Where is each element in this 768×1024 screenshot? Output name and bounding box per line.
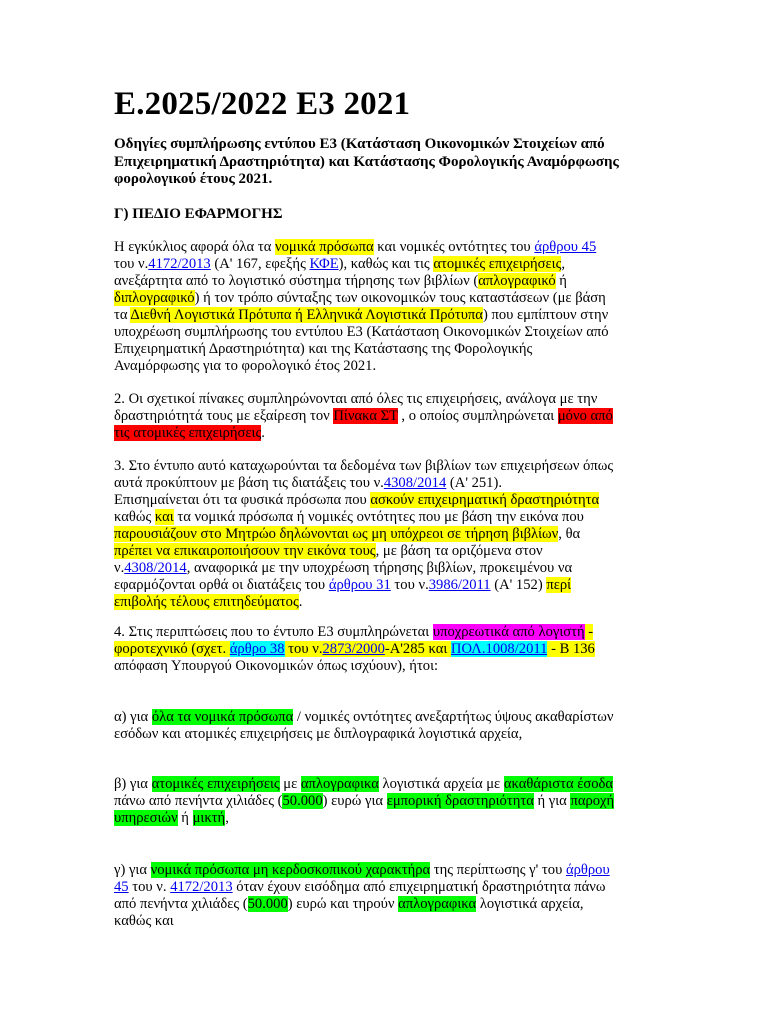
link-pol-1008-2011[interactable]: ΠΟΛ.1008/2011 — [450, 641, 548, 657]
text: ), καθώς και τις — [338, 256, 434, 272]
text: , — [225, 810, 229, 826]
text: Επιχειρηματική Δραστηριότητα) και της Κατάστασης της Φορολογικής — [114, 341, 533, 357]
link-law-4172-2013[interactable]: 4172/2013 — [170, 879, 233, 895]
paragraph-4 — [114, 624, 674, 675]
text: απόφαση Υπουργού Οικονομικών όπως ισχύουν), ήτοι: — [114, 658, 439, 674]
highlight: περί — [546, 577, 572, 593]
highlight: μόνο από — [557, 408, 613, 424]
highlight: ατομικές επιχειρήσεις — [151, 776, 280, 792]
text: , με βάση τα οριζόμενα στον — [375, 543, 543, 559]
text: Επισημαίνεται ότι τα φυσικά πρόσωπα που — [114, 492, 371, 508]
text: ν. — [114, 560, 125, 576]
paragraph-3 — [114, 458, 674, 611]
highlight: ή — [291, 307, 307, 323]
link-article-38[interactable]: άρθρο 38 — [229, 641, 285, 657]
text: εφαρμόζονται ορθά οι διατάξεις του — [114, 577, 329, 593]
highlight: ασκούν επιχειρηματική δραστηριότητα — [370, 492, 600, 508]
highlight: παρουσιάζουν στο Μητρώο δηλώνονται ως μη υπόχρεοι σε τήρηση βιβλίων — [114, 526, 559, 542]
text: β) για — [114, 776, 152, 792]
text: ) ή τον τρόπο σύνταξης των οικονομικών τους καταστάσεων (με βάση — [194, 290, 606, 306]
text: ανεξάρτητα από το λογιστικό σύστημα τήρησης των βιβλίων ( — [114, 273, 479, 289]
text: δραστηριότητά τους με εξαίρεση τον — [114, 408, 334, 424]
text: λογιστικά αρχεία, — [476, 896, 584, 912]
text: α) για — [114, 709, 152, 725]
highlight: υποχρεωτικά από λογιστή — [432, 624, 585, 640]
link-law-4308-2014[interactable]: 4308/2014 — [383, 475, 447, 491]
link-law-4308-2014[interactable]: 4308/2014 — [124, 560, 187, 576]
text: από πενήντα χιλιάδες ( — [114, 896, 248, 912]
highlight: 50.000 — [282, 793, 323, 809]
text: ) ευρώ και τηρούν — [287, 896, 399, 912]
highlight: διπλογραφικό — [114, 290, 195, 306]
highlight: παροχή — [570, 793, 615, 809]
highlight: εμπορική δραστηριότητα — [386, 793, 534, 809]
link-law-3986-2011[interactable]: 3986/2011 — [428, 577, 491, 593]
page-title: Ε.2025/2022 Ε3 2021 — [114, 86, 411, 122]
text: ή — [555, 273, 567, 289]
text: λογιστικά αρχεία με — [378, 776, 504, 792]
text: ή — [177, 810, 193, 826]
text: 2. Οι σχετικοί πίνακες συμπληρώνονται από όλες τις επιχειρήσεις, ανάλογα με την — [114, 391, 598, 407]
text: πάνω από πενήντα χιλιάδες ( — [114, 793, 283, 809]
text: με — [279, 776, 301, 792]
text: εσόδων και ατομικές επιχειρήσεις με διπλογραφικά λογιστικά αρχεία, — [114, 726, 523, 742]
text: , ο οποίος συμπληρώνεται — [397, 408, 558, 424]
item-b — [114, 776, 674, 827]
link-article-45[interactable]: άρθρου 45 — [534, 239, 597, 255]
highlight: - — [584, 624, 594, 640]
text: του ν. — [390, 577, 429, 593]
text: . — [298, 594, 303, 610]
link-article-31[interactable]: άρθρου 31 — [328, 577, 391, 593]
highlight: φοροτεχνικό — [114, 641, 188, 657]
paragraph-scope — [114, 239, 674, 375]
highlight: ατομικές επιχειρήσεις — [433, 256, 562, 272]
text: (Α' 152) — [490, 577, 547, 593]
text: (Α' 251). — [446, 475, 502, 491]
text: καθώς — [114, 509, 152, 525]
highlight: μικτή — [192, 810, 226, 826]
highlight: Ελληνικά Λογιστικά Πρότυπα — [306, 307, 483, 323]
text: γ) για — [114, 862, 151, 878]
highlight: απλογραφικα — [398, 896, 477, 912]
highlight: του ν. — [284, 641, 323, 657]
text: 3. Στο έντυπο αυτό καταχωρούνται τα δεδομένα των βιβλίων των επιχειρήσεων όπως — [114, 458, 614, 474]
highlight: απλογραφικα — [300, 776, 379, 792]
text: , — [561, 256, 566, 272]
text: . — [261, 425, 265, 441]
text: , θα — [558, 526, 581, 542]
text: και νομικές οντότητες του — [373, 239, 535, 255]
text: Αναμόρφωσης για το φορολογικό έτος 2021. — [114, 358, 377, 374]
link-article-45[interactable]: άρθρου — [565, 862, 610, 878]
highlight: (σχετ. — [187, 641, 230, 657]
highlight: 50.000 — [247, 896, 288, 912]
text: (Α' 167, εφεξής — [210, 256, 310, 272]
highlight: ακαθάριστα έσοδα — [503, 776, 614, 792]
text: / νομικές οντότητες ανεξαρτήτως ύψους ακαθαρίστων — [293, 709, 614, 725]
link-law-4172-2013[interactable]: 4172/2013 — [148, 256, 211, 272]
text: της περίπτωσης γ' του — [430, 862, 566, 878]
text: ) που εμπίπτουν στην — [482, 307, 609, 323]
text: 4. Στις περιπτώσεις που το έντυπο Ε3 συμπληρώνεται — [114, 624, 433, 640]
highlight: πρέπει να επικαιροποιήσουν την εικόνα τους — [114, 543, 376, 559]
highlight: απλογραφικό — [478, 273, 556, 289]
text: ) ευρώ για — [322, 793, 387, 809]
text: αυτά προκύπτουν με βάση τις διατάξεις του ν. — [114, 475, 384, 491]
text: του ν. — [128, 879, 171, 895]
item-a — [114, 709, 674, 743]
highlight: Διεθνή Λογιστικά Πρότυπα — [130, 307, 292, 323]
highlight: Πίνακα ΣΤ — [333, 408, 398, 424]
text: υποχρέωση συμπλήρωσης του εντύπου Ε3 (Κατάσταση Οικονομικών Στοιχείων από — [114, 324, 609, 340]
text: Η εγκύκλιος αφορά όλα τα — [114, 239, 276, 255]
highlight: υπηρεσιών — [114, 810, 178, 826]
link-kfe[interactable]: ΚΦΕ — [309, 256, 339, 272]
item-c — [114, 862, 674, 930]
highlight: και — [154, 509, 174, 525]
text: καθώς και — [114, 913, 174, 929]
highlight: όλα τα νομικά πρόσωπα — [151, 709, 294, 725]
section-heading: Γ) ΠΕΔΙΟ ΕΦΑΡΜΟΓΗΣ — [114, 206, 283, 222]
text: τα — [114, 307, 131, 323]
document-subtitle: Οδηγίες συμπλήρωσης εντύπου Ε3 (Κατάσταση Οικονομικών Στοιχείων από Επιχειρηματική Δραστηριότητα) και Κατάστασης Φορολογικής Αναμόρφωσης φορολογικού έτους 2021. — [114, 136, 619, 187]
highlight: νομικά πρόσωπα — [275, 239, 374, 255]
text: ή για — [533, 793, 571, 809]
paragraph-2 — [114, 391, 674, 442]
text: του ν. — [114, 256, 149, 272]
text: τα νομικά πρόσωπα ή νομικές οντότητες που με βάση την εικόνα που — [173, 509, 584, 525]
highlight: - Β 136 — [547, 641, 595, 657]
highlight: επιβολής τέλους επιτηδεύματος — [114, 594, 299, 610]
text: , αναφορικά με την υποχρέωση τήρησης βιβλίων, προκειμένου να — [186, 560, 573, 576]
highlight: -Α'285 και — [384, 641, 451, 657]
highlight: τις ατομικές επιχειρήσεις — [114, 425, 262, 441]
text: όταν έχουν εισόδημα από επιχειρηματική δραστηριότητα πάνω — [232, 879, 606, 895]
link-article-45[interactable]: 45 — [114, 879, 129, 895]
highlight: νομικά πρόσωπα μη κερδοσκοπικού χαρακτήρα — [150, 862, 431, 878]
link-law-2873-2000[interactable]: 2873/2000 — [322, 641, 385, 657]
